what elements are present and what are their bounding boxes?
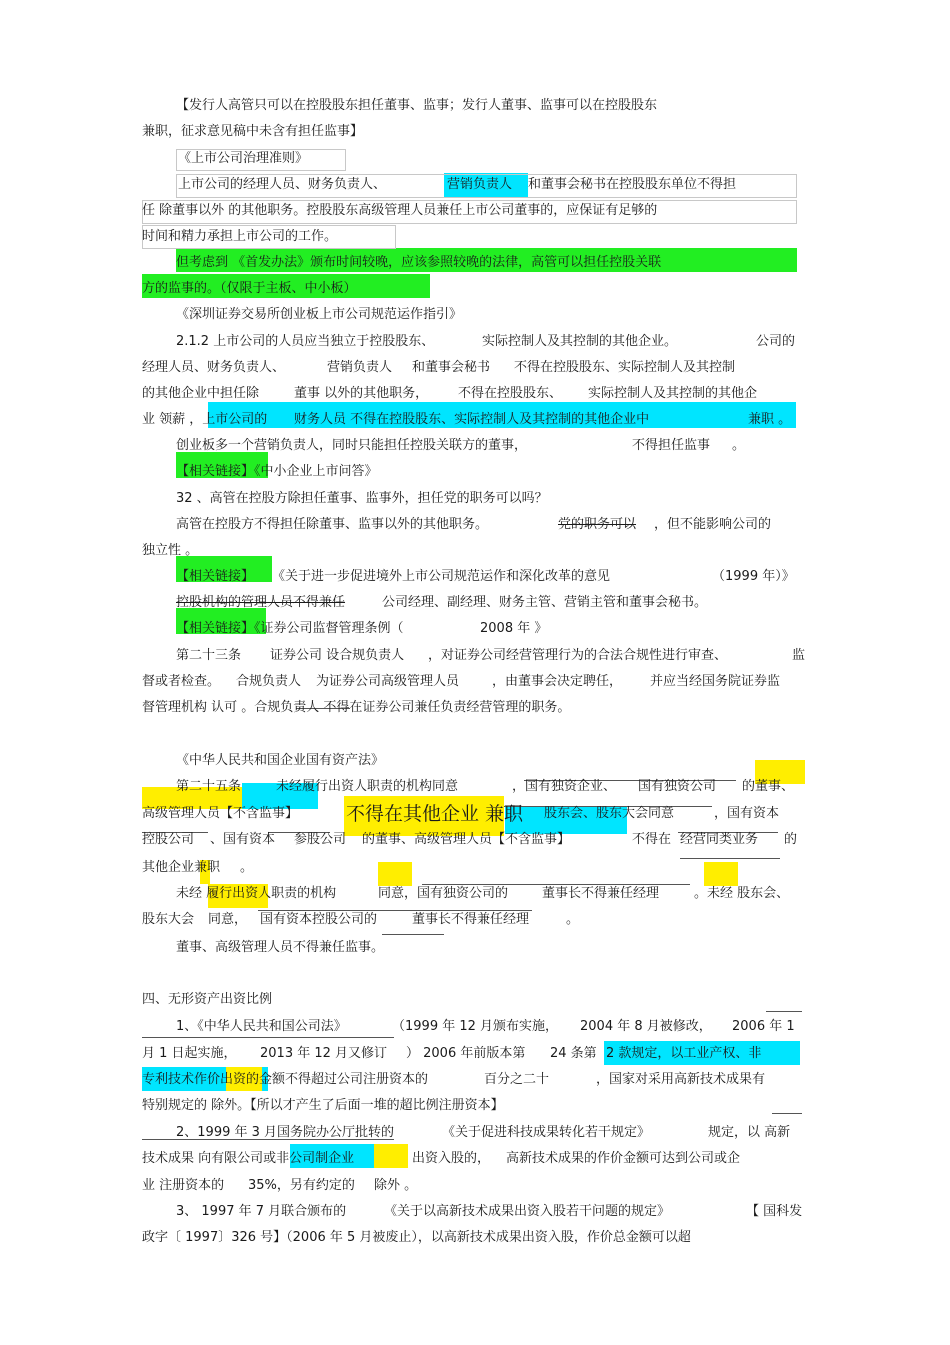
- underline: [766, 1011, 802, 1012]
- text-line: 专利技术作价出资的金额不得超过公司注册资本的: [142, 1072, 429, 1087]
- text-line: 实际控制人及其控制的其他企业。: [482, 334, 678, 349]
- text-line: 、国有资本: [210, 832, 276, 847]
- text-line: 出资入股的，: [412, 1151, 491, 1166]
- text-line: 兼职 。: [748, 412, 792, 427]
- text-line: 2 款规定，以工业产权、非: [606, 1046, 762, 1061]
- text-line: 政字〔 1997〕326 号】（2006 年 5 月被废止），以高新技术成果出资入股，作价总金额可以超: [142, 1230, 691, 1245]
- text-line: 国有独资公司: [638, 779, 717, 794]
- text-line: 不得担任监事: [632, 438, 711, 453]
- underline: [772, 1113, 802, 1114]
- text-line: 月 1 日起实施，: [142, 1046, 237, 1061]
- text-line: 32 、高管在控股方除担任董事、监事外，担任党的职务可以吗？: [176, 491, 548, 506]
- text-line: 的: [784, 832, 798, 847]
- text-line: 业 注册资本的: [142, 1178, 225, 1193]
- text-line: 。未经 股东会、: [694, 886, 790, 901]
- text-line: 不得在: [632, 832, 672, 847]
- text-line: 高新技术成果的作价金额可达到公司或企: [506, 1151, 741, 1166]
- text-line: 控股机构的管理人员不得兼任: [176, 595, 346, 610]
- text-line: 股东会、股东大会同意: [544, 806, 675, 821]
- text-line: 董事长不得兼任经理: [412, 912, 530, 927]
- text-line: 《深圳证券交易所创业板上市公司规范运作指引》: [176, 307, 463, 322]
- text-line: 【相关链接】: [176, 569, 255, 584]
- highlight-yellow: [374, 1144, 408, 1168]
- text-line: 和董事会秘书在控股股东单位不得担: [528, 177, 737, 192]
- text-line: ） 2006 年前版本第: [406, 1046, 526, 1061]
- text-line: 高管在控股方不得担任除董事、监事以外的其他职务。: [176, 517, 489, 532]
- text-line: ，国有资本: [714, 806, 780, 821]
- text-line: 方的监事的。（仅限于主板、中小板）: [142, 281, 357, 296]
- text-line: ，由董事会决定聘任，: [492, 674, 623, 689]
- text-line: 的其他企业中担任除: [142, 386, 260, 401]
- text-line: 不得在控股股东、: [458, 386, 563, 401]
- underline: [422, 884, 690, 885]
- text-line: 【发行人高管只可以在控股股东担任董事、监事；发行人董事、监事可以在控股股东: [176, 98, 658, 113]
- text-line: 实际控制人及其控制的其他企: [588, 386, 758, 401]
- text-line: ，但不能影响公司的: [654, 517, 772, 532]
- text-line: 兼职，征求意见稿中未含有担任监事】: [142, 124, 364, 139]
- underline: [142, 1037, 394, 1038]
- text-line: 但考虑到 《首发办法》颁布时间较晚，应该参照较晚的法律，高管可以担任控股关联: [176, 255, 662, 270]
- highlight-yellow: [378, 862, 412, 886]
- text-line: 任 除董事以外 的其他职务。控股股东高级管理人员兼任上市公司董事的，应保证有足够的: [142, 203, 658, 218]
- text-line: 。: [240, 860, 254, 875]
- text-line: 。: [732, 438, 746, 453]
- underline: [258, 910, 532, 911]
- text-line: 督管理机构 认可 。合规负责人 不得在证券公司兼任负责经营管理的职务。: [142, 700, 571, 715]
- underline: [680, 858, 780, 859]
- text-line: 不得在控股股东、实际控制人及其控制: [514, 360, 736, 375]
- text-line: 独立性 。: [142, 543, 199, 558]
- text-line: 不得在其他企业 兼职: [346, 803, 524, 825]
- text-line: 2.1.2 上市公司的人员应当独立于控股股东、: [176, 334, 435, 349]
- text-line: 四、无形资产出资比例: [142, 992, 273, 1007]
- highlight-yellow: [704, 862, 738, 886]
- text-line: 2006 年 1: [732, 1019, 795, 1034]
- text-line: 百分之二十: [484, 1072, 550, 1087]
- text-line: 。: [566, 912, 580, 927]
- text-line: 经营同类业务: [680, 832, 759, 847]
- text-line: 2004 年 8 月被修改，: [580, 1019, 712, 1034]
- text-line: 营销负责人: [447, 177, 513, 192]
- text-line: 《关于进一步促进境外上市公司规范运作和深化改革的意见: [272, 569, 611, 584]
- text-line: 《中华人民共和国企业国有资产法》: [176, 753, 385, 768]
- text-line: 第二十五条: [176, 779, 242, 794]
- text-line: 合规负责人: [236, 674, 302, 689]
- text-line: 特别规定的 除外。【所以才产生了后面一堆的超比例注册资本】: [142, 1098, 504, 1113]
- text-line: 监: [792, 648, 806, 663]
- text-line: 党的职务可以: [558, 517, 637, 532]
- text-line: 和董事会秘书: [412, 360, 491, 375]
- text-line: 未经履行出资人职责的机构同意: [276, 779, 459, 794]
- text-line: 董事 以外的其他职务，: [294, 386, 429, 401]
- text-line: 24 条第: [550, 1046, 597, 1061]
- text-line: 除外 。: [374, 1178, 418, 1193]
- text-line: 《关于以高新技术成果出资入股若干问题的规定》: [384, 1204, 671, 1219]
- text-line: 经理人员、财务负责人、: [142, 360, 286, 375]
- text-line: 股东大会: [142, 912, 195, 927]
- text-line: 督或者检查。: [142, 674, 221, 689]
- text-line: 3、 1997 年 7 月联合颁布的: [176, 1204, 347, 1219]
- text-line: 上市公司的经理人员、财务负责人、: [178, 177, 387, 192]
- text-line: 未经 履行出资人职责的机构: [176, 886, 337, 901]
- text-line: （1999 年）》: [712, 569, 795, 584]
- text-line: ，国家对采用高新技术成果有: [596, 1072, 766, 1087]
- text-line: ，对证券公司经营管理行为的合法合规性进行审查、: [428, 648, 728, 663]
- text-line: 2、1999 年 3 月国务院办公厅批转的: [176, 1125, 395, 1140]
- text-line: 时间和精力承担上市公司的工作。: [142, 229, 338, 244]
- text-line: 【相关链接】《中小企业上市问答》: [176, 464, 378, 479]
- text-line: ，国有独资企业、: [512, 779, 617, 794]
- text-line: 业 领薪 ，上市公司的: [142, 412, 268, 427]
- text-line: 证券公司 设合规负责人: [270, 648, 405, 663]
- text-line: 公司经理、副经理、财务主管、营销主管和董事会秘书。: [382, 595, 708, 610]
- text-line: 高级管理人员【不含监事】: [142, 806, 299, 821]
- text-line: 创业板多一个营销负责人，同时只能担任控股关联方的董事，: [176, 438, 528, 453]
- text-line: 《关于促进科技成果转化若干规定》: [442, 1125, 651, 1140]
- text-line: 技术成果 向有限公司或非公司制企业: [142, 1151, 355, 1166]
- text-line: 规定，以 高新: [708, 1125, 791, 1140]
- text-line: 为证券公司高级管理人员: [316, 674, 460, 689]
- text-line: 其他企业兼职: [142, 860, 221, 875]
- text-line: 控股公司: [142, 832, 195, 847]
- text-line: 参股公司: [294, 832, 347, 847]
- text-line: 国有资本控股公司的: [260, 912, 378, 927]
- text-line: 并应当经国务院证券监: [650, 674, 781, 689]
- text-line: 公司的: [756, 334, 796, 349]
- text-line: 《上市公司治理准则》: [178, 151, 309, 166]
- text-line: 同意，: [208, 912, 248, 927]
- text-line: 的董事、高级管理人员【不含监事】: [362, 832, 571, 847]
- text-line: （1999 年 12 月颁布实施，: [392, 1019, 559, 1034]
- text-line: 2008 年 》: [480, 621, 548, 636]
- text-line: 第二十三条: [176, 648, 242, 663]
- text-line: 董事长不得兼任经理: [542, 886, 660, 901]
- text-line: 【相关链接】《证券公司监督管理条例（: [176, 621, 404, 636]
- text-line: 【 国科发: [746, 1204, 803, 1219]
- text-line: 2013 年 12 月又修订: [260, 1046, 388, 1061]
- text-line: 财务人员 不得在控股股东、实际控制人及其控制的其他企业中: [294, 412, 650, 427]
- text-line: 董事、高级管理人员不得兼任监事。: [176, 940, 385, 955]
- text-line: 1、《中华人民共和国公司法》: [176, 1019, 347, 1034]
- underline: [382, 934, 444, 935]
- text-line: 35%，另有约定的: [248, 1178, 355, 1193]
- text-line: 营销负责人: [327, 360, 393, 375]
- text-line: 同意，国有独资公司的: [378, 886, 509, 901]
- text-line: 的董事、: [742, 779, 795, 794]
